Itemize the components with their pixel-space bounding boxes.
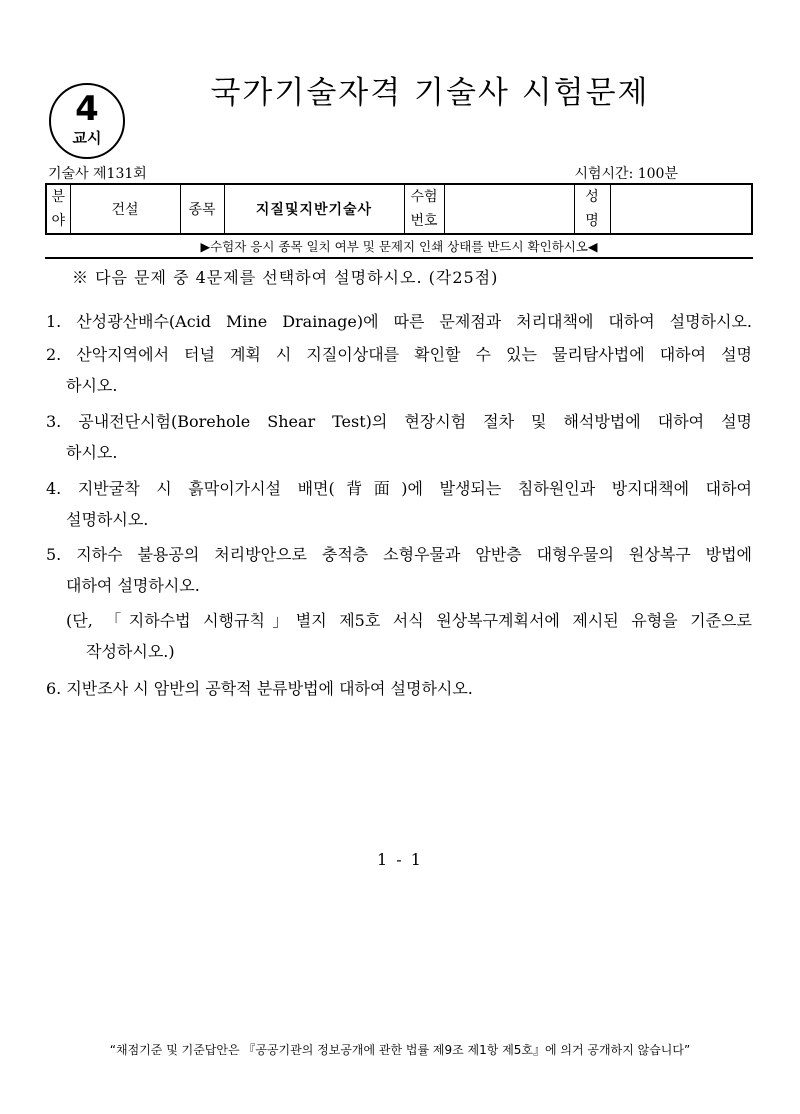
question-5-note: (단, 「지하수법 시행규칙」별지 제5호 서식 원상복구계획서에 제시된 유형을 기준으로 <box>66 611 752 630</box>
exam-time: 시험시간: 100분 <box>574 166 678 182</box>
session-number: 4 <box>75 89 99 129</box>
session-label: 교시 <box>72 129 102 147</box>
footer-disclaimer: “채점기준 및 기준답안은 『공공기관의 정보공개에 관한 법률 제9조 제1항 제5호』에 의거 공개하지 않습니다” <box>109 1043 691 1057</box>
question-2-cont: 하시오. <box>66 376 118 395</box>
question-4-cont: 설명하시오. <box>66 510 149 529</box>
question-5-note-cont: 작성하시오.) <box>86 642 175 661</box>
question-5: 5. 지하수 불용공의 처리방안으로 충적층 소형우물과 암반층 대형우물의 원상복구 방법에 <box>46 545 752 564</box>
exam-info-table <box>45 183 753 235</box>
field-label: 분 야 <box>46 184 70 234</box>
name-field[interactable] <box>610 184 752 234</box>
page-title: 국가기술자격 기술사 시험문제 <box>210 75 650 111</box>
exam-round: 기술사 제131회 <box>48 166 147 182</box>
page-number: 1 - 1 <box>377 850 423 869</box>
examinee-number-field[interactable] <box>444 184 574 234</box>
question-6: 6. 지반조사 시 암반의 공학적 분류방법에 대하여 설명하시오. <box>46 679 473 698</box>
instruction: ※ 다음 문제 중 4문제를 선택하여 설명하시오. (각25점) <box>72 268 499 287</box>
field-value: 건설 <box>70 184 180 234</box>
question-5-cont: 대하여 설명하시오. <box>66 576 200 595</box>
category-value: 지질및지반기술사 <box>224 184 404 234</box>
question-3: 3. 공내전단시험(Borehole Shear Test)의 현장시험 절차 및 해석방법에 대하여 설명 <box>46 412 752 431</box>
session-badge <box>49 83 125 159</box>
question-4: 4. 지반굴착 시 흙막이가시설 배면(背面)에 발생되는 침하원인과 방지대책에 대하여 <box>46 479 752 498</box>
examinee-number-label: 수험 번호 <box>404 184 444 234</box>
question-3-cont: 하시오. <box>66 443 118 462</box>
category-label: 종목 <box>180 184 224 234</box>
name-label: 성 명 <box>574 184 610 234</box>
question-1: 1. 산성광산배수(Acid Mine Drainage)에 따른 문제점과 처리대책에 대하여 설명하시오. <box>46 312 752 331</box>
divider <box>45 257 753 259</box>
question-2: 2. 산악지역에서 터널 계획 시 지질이상대를 확인할 수 있는 물리탐사법에 대하여 설명 <box>46 345 752 364</box>
notice: ▶수험자 응시 종목 일치 여부 및 문제지 인쇄 상태를 반드시 확인하시오◀ <box>200 239 598 254</box>
